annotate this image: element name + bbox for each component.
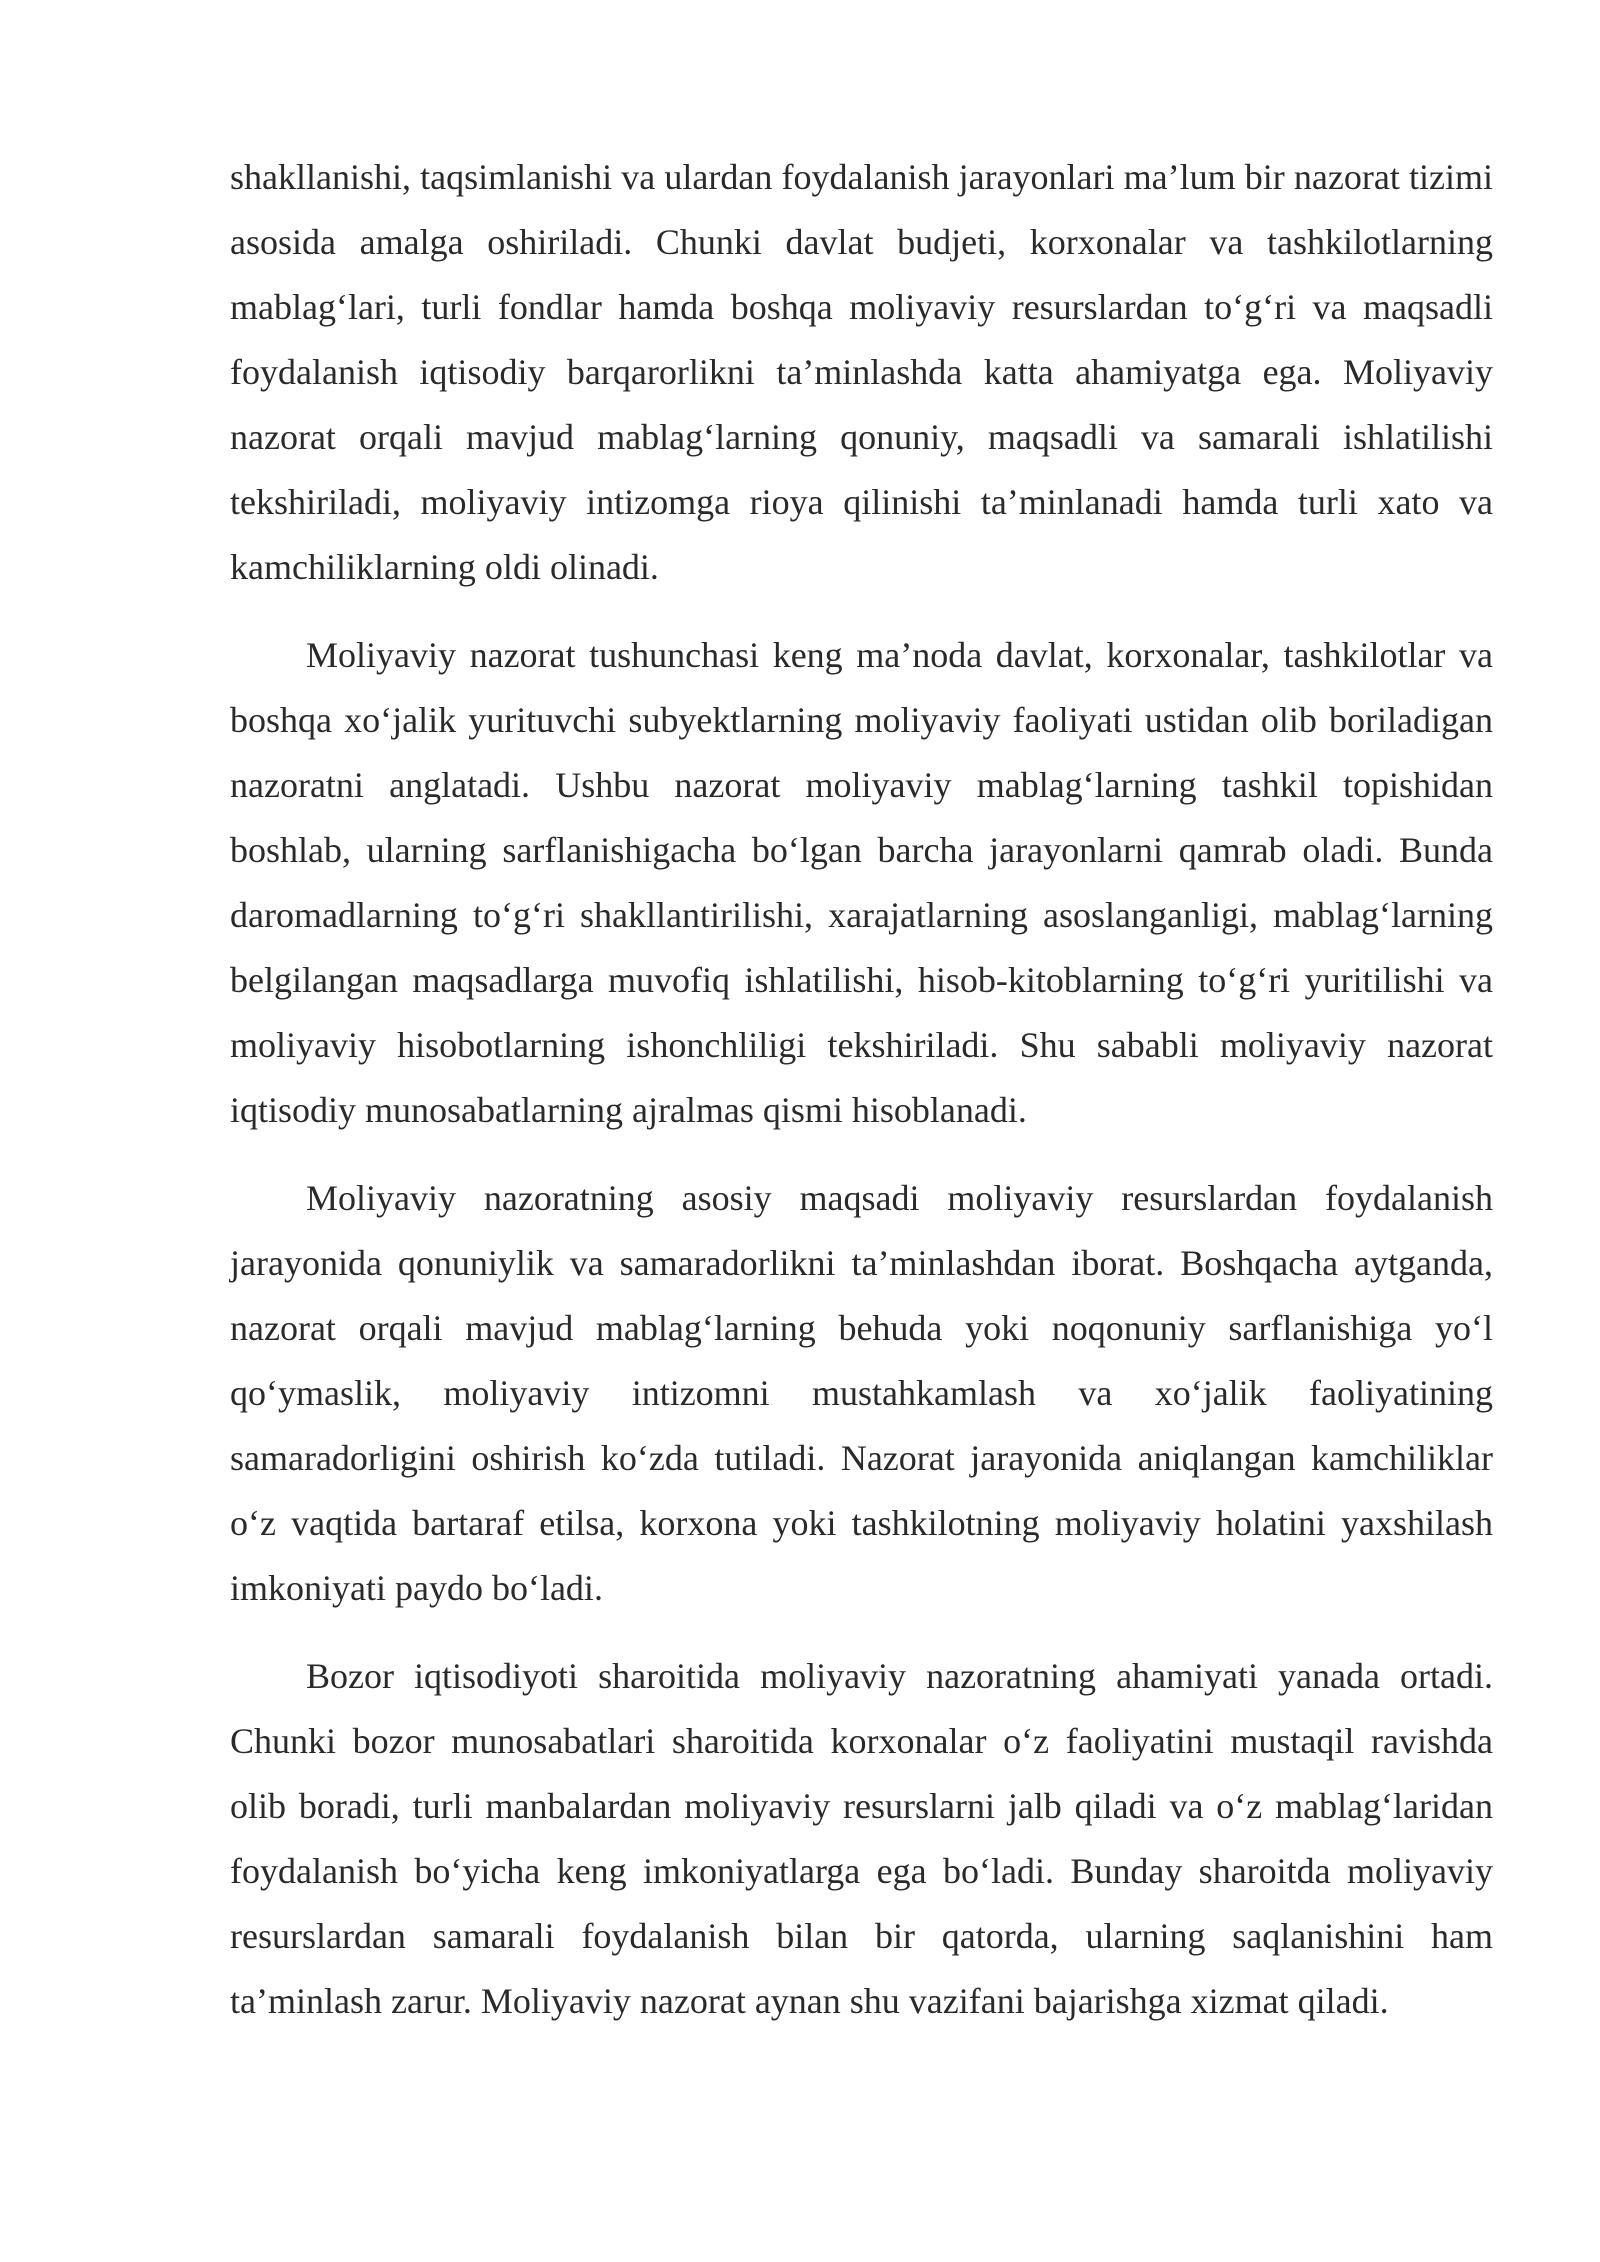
paragraph-financial-control-concept: Moliyaviy nazorat tushunchasi keng ma’noda davlat, korxonalar, tashkilotlar va boshqa xo‘jalik yurituvchi subyektlarning moliyaviy faoliyati ustidan olib boriladigan nazoratni anglatadi. Ushbu nazorat moliyaviy mablag‘larning tashkil topishidan boshlab, ularning sarflanishigacha bo‘lgan barcha jarayonlarni qamrab oladi. Bunda daromadlarning to‘g‘ri shakllantirilishi, xarajatlarning asoslanganligi, mablag‘larning belgilangan maqsadlarga muvofiq ishlatilishi, hisob-kitoblarning to‘g‘ri yuritilishi va moliyaviy hisobotlarning ishonchliligi tekshiriladi. Shu sababli moliyaviy nazorat iqtisodiy munosabatlarning ajralmas qismi hisoblanadi.	[230, 635, 1493, 1130]
paragraph-continuation: shakllanishi, taqsimlanishi va ulardan foydalanish jarayonlari ma’lum bir nazorat tizimi asosida amalga oshiriladi. Chunki davlat budjeti, korxonalar va tashkilotlarning mablag‘lari, turli fondlar hamda boshqa moliyaviy resurslardan to‘g‘ri va maqsadli foydalanish iqtisodiy barqarorlikni ta’minlashda katta ahamiyatga ega. Moliyaviy nazorat orqali mavjud mablag‘larning qonuniy, maqsadli va samarali ishlatilishi tekshiriladi, moliyaviy intizomga rioya qilinishi ta’minlanadi hamda turli xato va kamchiliklarning oldi olinadi.	[230, 157, 1493, 587]
paragraph-financial-control-goal: Moliyaviy nazoratning asosiy maqsadi moliyaviy resurslardan foydalanish jarayonida qonuniylik va samaradorlikni ta’minlashdan iborat. Boshqacha aytganda, nazorat orqali mavjud mablag‘larning behuda yoki noqonuniy sarflanishiga yo‘l qo‘ymaslik, moliyaviy intizomni mustahkamlash va xo‘jalik faoliyatining samaradorligini oshirish ko‘zda tutiladi. Nazorat jarayonida aniqlangan kamchiliklar o‘z vaqtida bartaraf etilsa, korxona yoki tashkilotning moliyaviy holatini yaxshilash imkoniyati paydo bo‘ladi.	[230, 1178, 1493, 1608]
document-page	[230, 145, 1493, 2057]
paragraph-market-economy: Bozor iqtisodiyoti sharoitida moliyaviy nazoratning ahamiyati yanada ortadi. Chunki bozor munosabatlari sharoitida korxonalar o‘z faoliyatini mustaqil ravishda olib boradi, turli manbalardan moliyaviy resurslarni jalb qiladi va o‘z mablag‘laridan foydalanish bo‘yicha keng imkoniyatlarga ega bo‘ladi. Bunday sharoitda moliyaviy resurslardan samarali foydalanish bilan bir qatorda, ularning saqlanishini ham ta’minlash zarur. Moliyaviy nazorat aynan shu vazifani bajarishga xizmat qiladi.	[230, 1656, 1493, 2021]
